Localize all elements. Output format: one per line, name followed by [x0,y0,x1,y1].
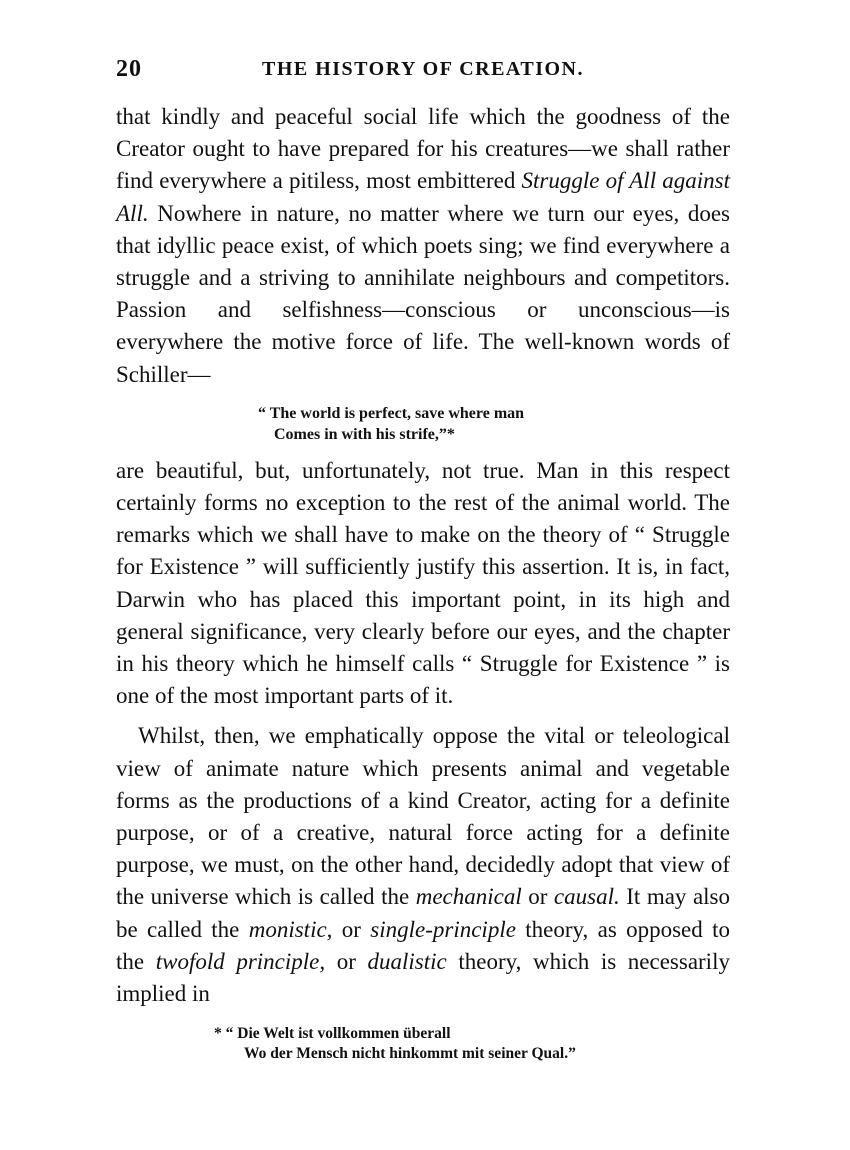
paragraph-text: or [521,884,554,910]
paragraph-text: or [332,916,371,942]
page-body [116,101,730,1064]
italic-term: mechanical [415,884,522,910]
paragraph-text: Whilst, then, we emphatically oppose the vital or teleological view of animate nature which presents animal and vegetable forms as the productions of a kind Creator, acting for a definite purpose, or of a creative, natural force acting for a definite purpose, we must, on the other hand, decidedly adopt that view of the universe which is called the [116,723,730,910]
running-title: THE HISTORY OF CREATION. [261,58,584,80]
paragraph-darwin: are beautiful, but, unfortunately, not true. Man in this respect certainly forms no exception to the rest of the animal world. The remarks which we shall have to make on the theory of “ Struggle for Existence ” will sufficiently justify this assertion. It is, in fact, Darwin who has placed this important point, in its high and general significance, very clearly before our eyes, and the chapter in his theory which he himself calls “ Struggle for Existence ” is one of the most important parts of it. [116,457,730,709]
footnote-line: Wo der Mensch nicht hinkommt mit seiner Qual.” [244,1045,576,1063]
italic-term: twofold principle, [155,948,326,974]
quote-line: Comes in with his strife,”* [274,425,455,443]
page-number: 20 [116,56,142,82]
paragraph-struggle [116,101,730,391]
page-header [116,56,730,90]
footnote [214,1024,730,1064]
paragraph-text: Nowhere in nature, no matter where we turn our eyes, does that idyllic peace exist, of which poets sing; we find everywhere a struggle and a striving to annihilate neighbours and competitors. Passion and selfishness—conscious or unconscious—is everywhere the motive force of life. The well-known words of Schiller— [116,200,730,387]
paragraph-text: theory, which is necessarily implied in [116,948,730,1007]
footnote-line: * “ Die Welt ist vollkommen überall [214,1025,451,1043]
schiller-quote [258,403,730,445]
paragraph-text: that kindly and peaceful social life which the goodness of the Creator ought to have prepared for his creatures—we shall rather find everywhere a pitiless, most embittered [116,104,730,194]
italic-term: causal. [553,884,620,910]
paragraph-mechanical-view [116,720,730,1010]
italic-term: single-principle [370,916,516,942]
quote-line: “ The world is perfect, save where man [258,404,525,422]
paragraph-text: It may also be called the [116,884,730,942]
italic-term: monistic, [248,916,333,942]
paragraph-text: or [325,948,368,974]
italic-phrase: Struggle of All against All. [116,168,730,226]
italic-term: dualistic [367,948,447,974]
paragraph-text: theory, as opposed to the [116,916,730,974]
